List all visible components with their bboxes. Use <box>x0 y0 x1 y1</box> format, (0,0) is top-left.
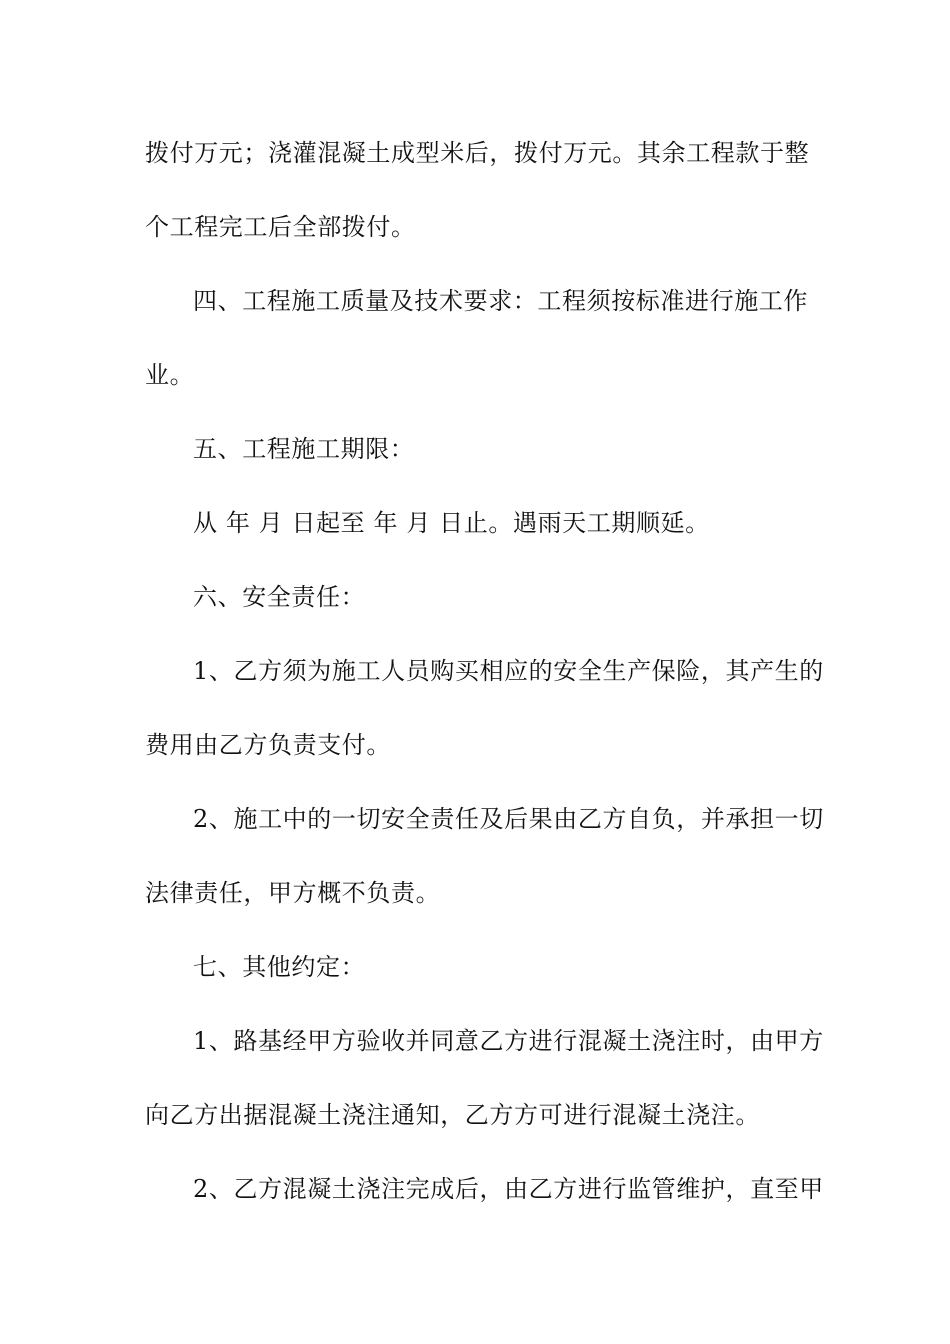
list-item-line: 2、施工中的一切安全责任及后果由乙方自负，并承担一切 <box>193 805 824 833</box>
paragraph-line: 费用由乙方负责支付。 <box>145 731 391 759</box>
paragraph-line: 法律责任，甲方概不负责。 <box>145 879 441 907</box>
section-heading-six: 六、安全责任： <box>193 583 366 611</box>
paragraph-line: 从 年 月 日起至 年 月 日止。遇雨天工期顺延。 <box>193 509 710 537</box>
list-item-line: 2、乙方混凝土浇注完成后，由乙方进行监管维护，直至甲 <box>193 1175 824 1203</box>
list-item-line: 1、乙方须为施工人员购买相应的安全生产保险，其产生的 <box>193 657 824 685</box>
section-heading-five: 五、工程施工期限： <box>193 435 415 463</box>
section-heading-four: 四、工程施工质量及技术要求：工程须按标准进行施工作 <box>193 287 808 315</box>
list-item-line: 1、路基经甲方验收并同意乙方进行混凝土浇注时，由甲方 <box>193 1027 824 1055</box>
paragraph-line: 拨付万元；浇灌混凝土成型米后，拨付万元。其余工程款于整 <box>145 139 810 167</box>
paragraph-line: 向乙方出据混凝土浇注通知，乙方方可进行混凝土浇注。 <box>145 1101 760 1129</box>
paragraph-line: 业。 <box>145 361 195 389</box>
section-heading-seven: 七、其他约定： <box>193 953 366 981</box>
paragraph-line: 个工程完工后全部拨付。 <box>145 213 416 241</box>
